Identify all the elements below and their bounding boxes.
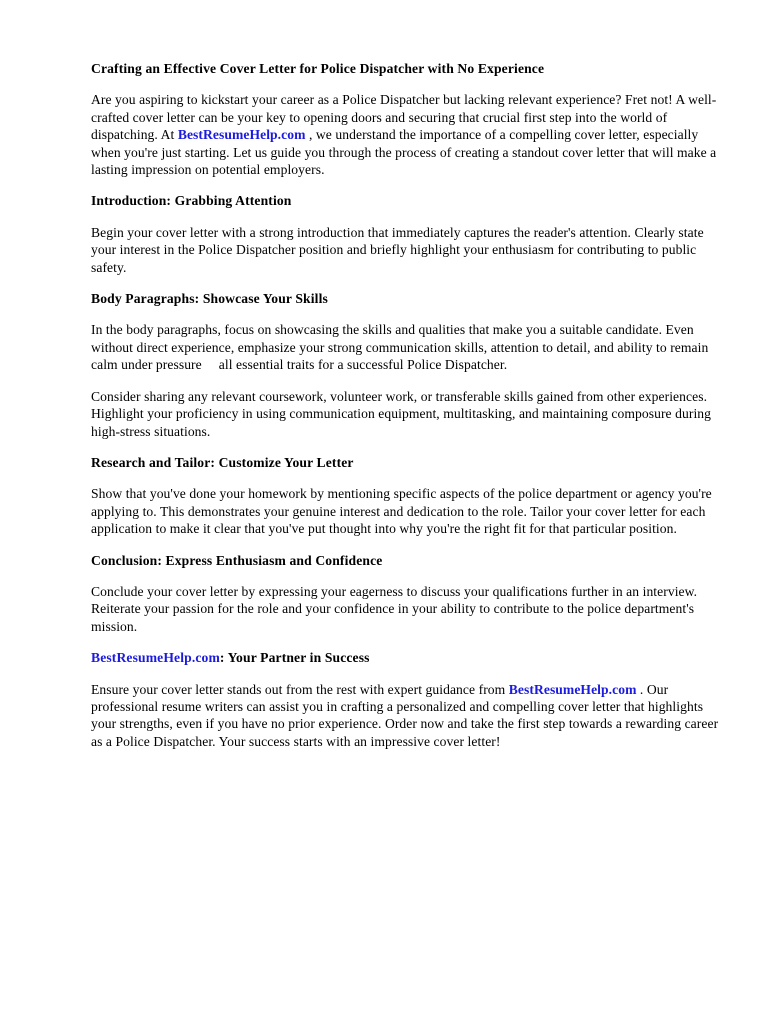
section-paragraph-research-tailor: Show that you've done your homework by mentioning specific aspects of the police department or agency you're applying to. This demonstrates your genuine interest and dedication to the role. Tailor your cover letter for each application to make it clear that you've put thought into why you're the right fit for that particular position.	[91, 486, 712, 537]
section-heading-introduction: Introduction: Grabbing Attention	[91, 193, 292, 209]
section-paragraph-conclusion: Conclude your cover letter by expressing your eagerness to discuss your qualifications further in an interview. Reiterate your passion for the role and your confidence in your ability to contribute to the police department's mission.	[91, 583, 698, 634]
document-content	[91, 60, 730, 750]
bestresumehelp-link-heading[interactable]: BestResumeHelp.com	[91, 650, 220, 666]
section-heading-conclusion: Conclusion: Express Enthusiasm and Confidence	[91, 552, 383, 568]
section-heading-body-paragraphs: Body Paragraphs: Showcase Your Skills	[91, 291, 328, 307]
section-paragraph-introduction: Begin your cover letter with a strong introduction that immediately captures the reader's attention. Clearly state your interest in the Police Dispatcher position and briefly highlight your enthusiasm for contributing to public safety.	[91, 224, 704, 275]
bestresumehelp-link[interactable]: BestResumeHelp.com	[177, 127, 306, 143]
intro-paragraph	[91, 91, 730, 178]
section-paragraph-body-skills	[91, 321, 730, 373]
body-skills-text-second: all essential traits for a successful Police Dispatcher.	[218, 357, 508, 373]
page-title: Crafting an Effective Cover Letter for Police Dispatcher with No Experience	[91, 61, 545, 76]
section-heading-research-tailor: Research and Tailor: Customize Your Letter	[91, 454, 354, 470]
closing-paragraph	[91, 681, 730, 751]
intro-text-after-link: , we understand the importance of a compelling cover letter, especially when you're just starting. Let us guide you through the process of creating a standout cover letter that will make a lasting impression on potential employers.	[91, 127, 717, 178]
section-heading-partner-in-success	[91, 649, 730, 666]
bestresumehelp-link-closing[interactable]: BestResumeHelp.com	[508, 681, 637, 697]
partner-in-success-text: : Your Partner in Success	[219, 650, 370, 666]
closing-text-before-link: Ensure your cover letter stands out from the rest with expert guidance from	[91, 681, 509, 697]
closing-text-after-link: . Our professional resume writers can assist you in crafting a personalized and compelling cover letter that highlights your strengths, even if you have no prior experience. Order now and take the first step towards a rewarding career as a Police Dispatcher. Your success starts with an impressive cover letter!	[91, 681, 719, 749]
section-paragraph-body-coursework: Consider sharing any relevant coursework, volunteer work, or transferable skills gained from other experiences. Highlight your proficiency in using communication equipment, multitasking, and maintaining composure during high-stress situations.	[91, 388, 712, 439]
intro-text-before-link: Are you aspiring to kickstart your career as a Police Dispatcher but lacking relevant experience? Fret not! A well-crafted cover letter can be your key to opening doors and securing that crucial first step into the world of dispatching. At	[91, 92, 717, 143]
body-skills-text-first: In the body paragraphs, focus on showcasing the skills and qualities that make you a suitable candidate. Even without direct experience, emphasize your strong communication skills, attention to detail, and ability to remain calm under pressure	[91, 322, 709, 373]
